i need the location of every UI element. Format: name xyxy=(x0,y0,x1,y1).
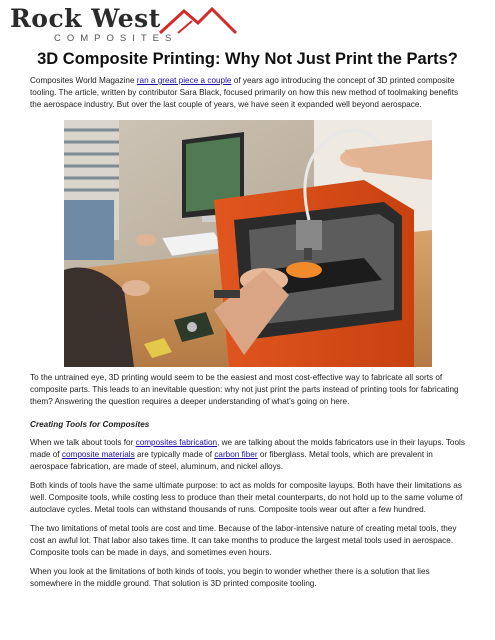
paragraph-metal-limitations: The two limitations of metal tools are cost and time. Because of the labor-intensive nature of creating metal tools, they cost an awful lot. That labor also takes time. It can take months to produce the largest metal tools used in aerospace. Composite tools can be made in days, and sometimes even hours. xyxy=(30,524,457,557)
composite-materials-link[interactable]: composite materials xyxy=(61,450,135,459)
article-photo-3d-printer xyxy=(64,120,432,367)
paragraph-same-purpose: Both kinds of tools have the same ultimate purpose: to act as molds for composite layups. Both have their limitations as well. Composite tools, while costing less to produce than their metal counterparts, do not hold up to the same volume of autoclave cycles. Metal tools can withstand thousands of runs. Composite tools wear out after a few hundred. xyxy=(30,481,463,514)
ran-great-piece-link[interactable]: ran a great piece a couple xyxy=(136,76,232,85)
logo-subtext: COMPOSITES xyxy=(54,33,178,44)
composites-fabrication-link[interactable]: composites fabrication xyxy=(135,438,218,447)
paragraph-untrained-eye: To the untrained eye, 3D printing would seem to be the easiest and most cost-effective way to fabricate all sorts of composite parts. This leads to an inevitable question: why not just print the parts instead of printing tools for fabricating them? Answering the question requires a deeper understanding of what’s going on here. xyxy=(30,373,459,406)
paragraph-middle-ground: When you look at the limitations of both kinds of tools, you begin to wonder whether there is a solution that lies somewhere in the middle ground. That solution is 3D printed composite tooling. xyxy=(30,567,430,588)
paragraph-tools: When we talk about tools for composites fabrication, we are talking about the molds fabricators use in their layups. Tools made of composite materials are typically made of carbon fiber or fiberglass. Metal tools, which are prevalent in aerospace fabrication, are made of steel, aluminum, and nickel alloys. xyxy=(30,438,465,471)
rock-west-logo[interactable] xyxy=(10,4,240,46)
section-heading: Creating Tools for Composites xyxy=(30,420,150,429)
logo-text: Rock West xyxy=(10,4,161,33)
intro-paragraph: Composites World Magazine ran a great piece a couple of years ago introducing the concept of 3D printed composite tooling. The article, written by contributor Sara Black, focused primarily on how this new method of toolmaking benefits the aerospace industry. But over the last couple of years, we have seen it expanded well beyond aerospace. xyxy=(30,76,459,109)
mountain-logo-icon xyxy=(158,5,238,35)
page-title: 3D Composite Printing: Why Not Just Print the Parts? xyxy=(37,50,458,68)
carbon-fiber-link[interactable]: carbon fiber xyxy=(214,450,258,459)
